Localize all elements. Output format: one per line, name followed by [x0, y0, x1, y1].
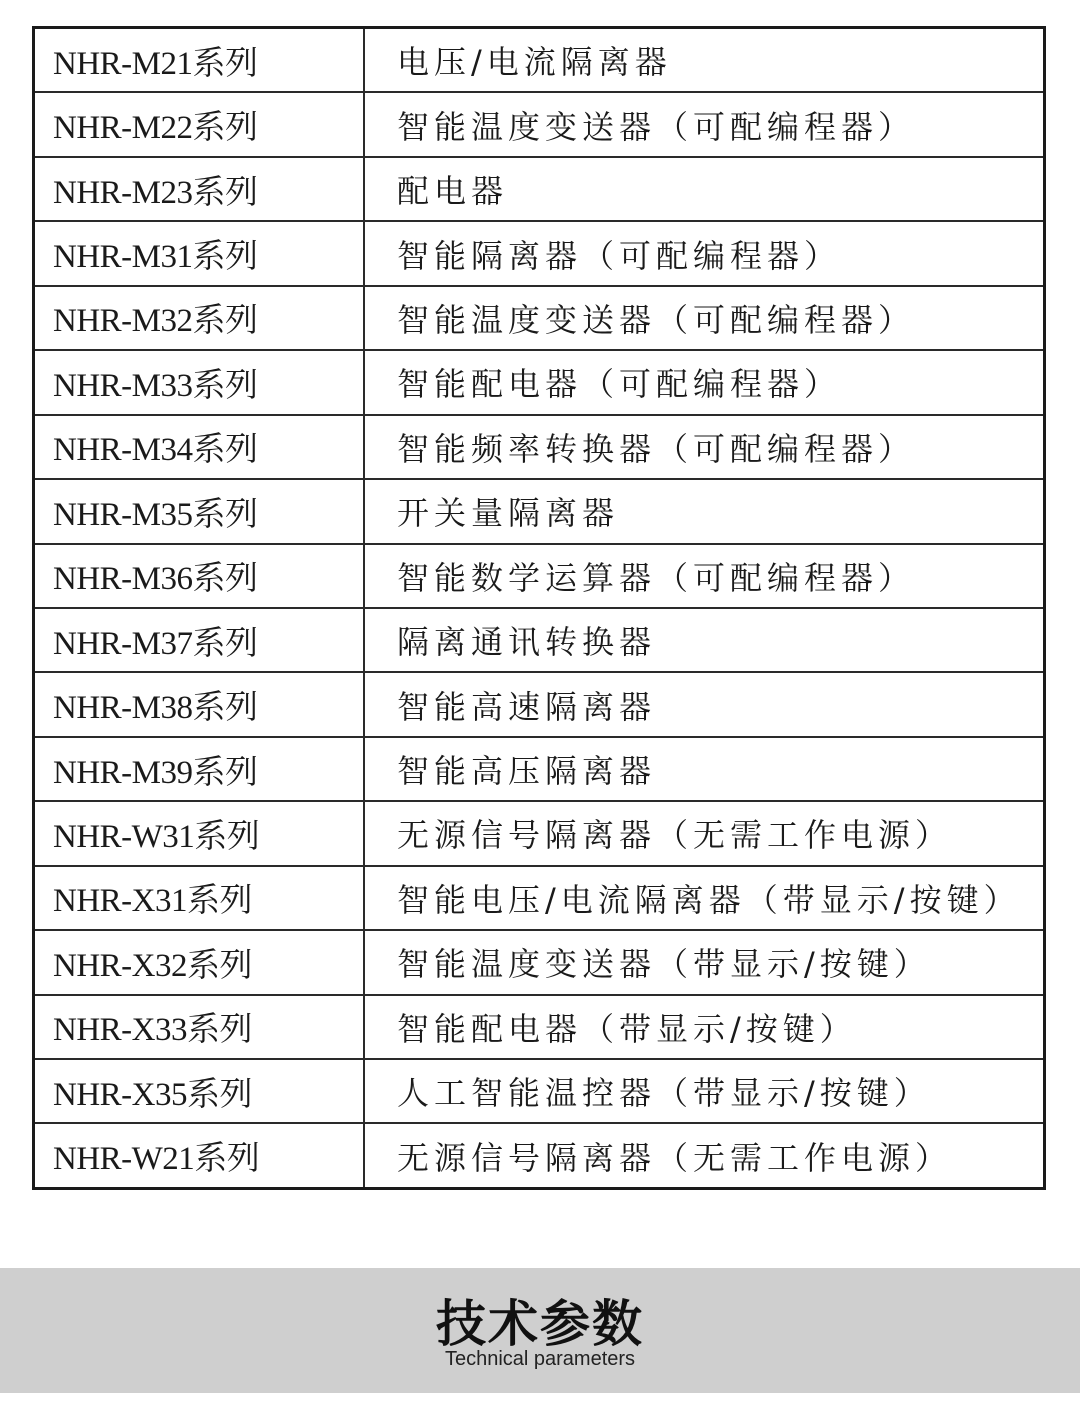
model-cell: NHR-M37系列 — [35, 608, 364, 672]
description-cell: 无源信号隔离器（无需工作电源） — [364, 801, 1043, 865]
table-row — [35, 801, 1043, 865]
description-cell: 智能温度变送器（可配编程器） — [364, 286, 1043, 350]
description-cell: 智能数学运算器（可配编程器） — [364, 544, 1043, 608]
model-cell: NHR-M23系列 — [35, 157, 364, 221]
description-cell: 开关量隔离器 — [364, 479, 1043, 543]
model-cell: NHR-W21系列 — [35, 1123, 364, 1187]
table-row — [35, 672, 1043, 736]
table-row — [35, 29, 1043, 92]
model-cell: NHR-M21系列 — [35, 29, 364, 92]
description-cell: 电压/电流隔离器 — [364, 29, 1043, 92]
description-cell: 智能电压/电流隔离器（带显示/按键） — [364, 866, 1043, 930]
description-cell: 人工智能温控器（带显示/按键） — [364, 1059, 1043, 1123]
description-cell: 智能高速隔离器 — [364, 672, 1043, 736]
model-cell: NHR-W31系列 — [35, 801, 364, 865]
table-row — [35, 415, 1043, 479]
table-row — [35, 995, 1043, 1059]
description-cell: 隔离通讯转换器 — [364, 608, 1043, 672]
description-cell: 智能频率转换器（可配编程器） — [364, 415, 1043, 479]
model-cell: NHR-X33系列 — [35, 995, 364, 1059]
description-cell: 智能配电器（带显示/按键） — [364, 995, 1043, 1059]
table-row — [35, 350, 1043, 414]
model-cell: NHR-M32系列 — [35, 286, 364, 350]
model-cell: NHR-M38系列 — [35, 672, 364, 736]
model-cell: NHR-M36系列 — [35, 544, 364, 608]
description-cell: 智能配电器（可配编程器） — [364, 350, 1043, 414]
model-cell: NHR-M33系列 — [35, 350, 364, 414]
model-cell: NHR-M39系列 — [35, 737, 364, 801]
table-row — [35, 608, 1043, 672]
table-row — [35, 92, 1043, 156]
description-cell: 配电器 — [364, 157, 1043, 221]
table-row — [35, 866, 1043, 930]
section-title: 技术参数 — [436, 1295, 644, 1353]
table-row — [35, 544, 1043, 608]
table-row — [35, 930, 1043, 994]
model-cell: NHR-X32系列 — [35, 930, 364, 994]
model-cell: NHR-M22系列 — [35, 92, 364, 156]
model-cell: NHR-X31系列 — [35, 866, 364, 930]
description-cell: 智能温度变送器（可配编程器） — [364, 92, 1043, 156]
series-table-grid — [35, 29, 1043, 1187]
model-cell: NHR-M31系列 — [35, 221, 364, 285]
model-cell: NHR-M34系列 — [35, 415, 364, 479]
description-cell: 智能温度变送器（带显示/按键） — [364, 930, 1043, 994]
table-row — [35, 479, 1043, 543]
model-cell: NHR-X35系列 — [35, 1059, 364, 1123]
description-cell: 智能隔离器（可配编程器） — [364, 221, 1043, 285]
table-row — [35, 286, 1043, 350]
table-row — [35, 737, 1043, 801]
table-row — [35, 1059, 1043, 1123]
product-series-table — [32, 26, 1046, 1190]
description-cell: 无源信号隔离器（无需工作电源） — [397, 1138, 953, 1177]
description-cell: 智能高压隔离器 — [364, 737, 1043, 801]
section-header-band — [0, 1268, 1080, 1393]
section-subtitle: Technical parameters — [444, 1348, 636, 1370]
model-cell: NHR-M35系列 — [35, 479, 364, 543]
table-row — [35, 157, 1043, 221]
table-row — [35, 221, 1043, 285]
table-row — [35, 1123, 1043, 1187]
